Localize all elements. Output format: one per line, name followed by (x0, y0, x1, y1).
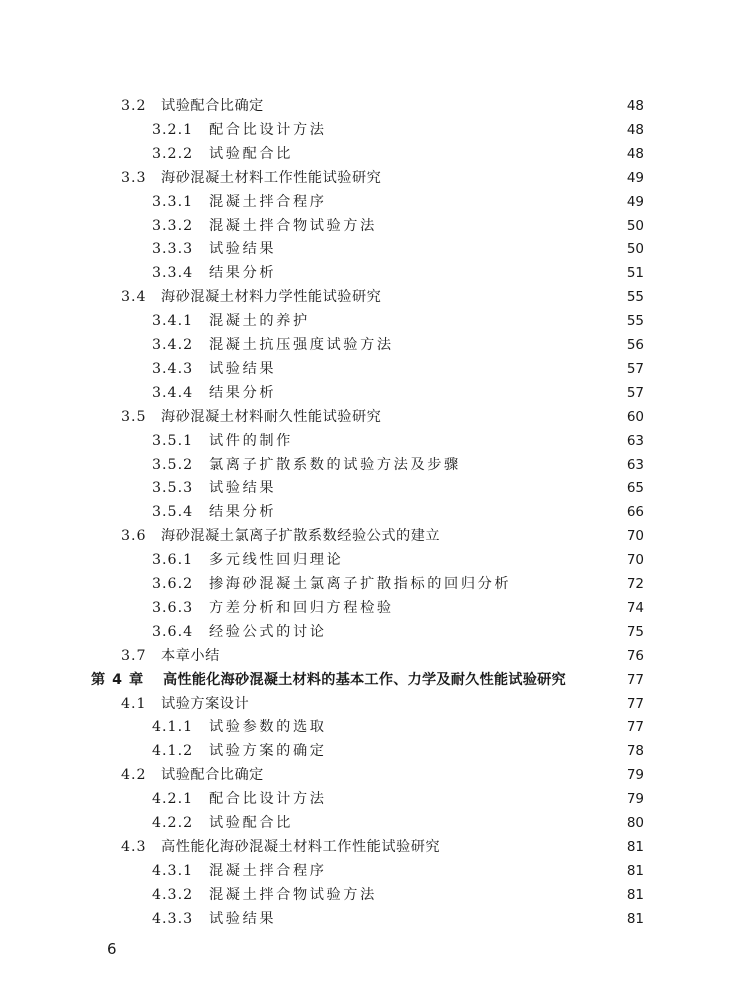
page-number: 6 (107, 940, 117, 958)
toc-subsection-entry[interactable] (152, 860, 644, 882)
toc-entry-number: 3.3.2 (152, 217, 194, 234)
toc-entry-page: 49 (626, 193, 644, 210)
toc-entry-page: 48 (626, 145, 644, 162)
toc-section-entry[interactable] (121, 525, 644, 547)
toc-subsection-entry[interactable] (152, 238, 644, 260)
toc-subsection-entry[interactable] (152, 621, 644, 643)
dot-leader (279, 477, 623, 499)
toc-entry-number: 3.6.1 (152, 552, 194, 569)
toc-entry-title: 试验配合比 (209, 145, 293, 162)
toc-subsection-entry[interactable] (152, 477, 644, 499)
toc-entry-page: 70 (626, 528, 644, 545)
dot-leader (279, 908, 623, 930)
toc-entry-number: 3.3.1 (152, 193, 194, 210)
toc-entry-page: 76 (626, 647, 644, 664)
toc-subsection-entry[interactable] (152, 215, 644, 237)
toc-entry-page: 65 (626, 480, 644, 497)
dot-leader (514, 573, 623, 595)
dot-leader (296, 430, 623, 452)
toc-entry-number: 3.5.3 (152, 480, 194, 497)
toc-section-entry[interactable] (121, 764, 644, 786)
toc-section-entry[interactable] (121, 167, 644, 189)
dot-leader (296, 812, 623, 834)
toc-entry-page: 48 (626, 98, 644, 114)
toc-entry-title: 试件的制作 (209, 432, 293, 449)
toc-subsection-entry[interactable] (152, 788, 644, 810)
toc-entry-number: 3.4.3 (152, 360, 194, 377)
toc-subsection-entry[interactable] (152, 884, 644, 906)
toc-entry-page: 77 (626, 671, 644, 688)
toc-entry-number: 3.2 (121, 98, 147, 114)
toc-entry-title: 高性能化海砂混凝土材料工作性能试验研究 (161, 838, 441, 855)
toc-entry-title: 方差分析和回归方程检验 (209, 599, 394, 616)
toc-entry-title: 混凝土的养护 (209, 313, 310, 330)
toc-entry-title: 结果分析 (209, 504, 277, 521)
toc-entry-title: 经验公式的讨论 (209, 623, 327, 640)
toc-entry-number: 3.5.4 (152, 504, 194, 521)
toc-entry-number: 4.3 (121, 838, 147, 855)
toc-entry-number: 3.6.2 (152, 576, 194, 592)
toc-entry-title: 混凝土拌合物试验方法 (209, 886, 377, 903)
toc-entry-title: 试验配合比 (209, 815, 293, 831)
toc-entry-title: 试验配合比确定 (161, 98, 264, 114)
toc-entry-page: 49 (626, 169, 644, 186)
toc-subsection-entry[interactable] (152, 908, 644, 930)
toc-entry-page: 79 (626, 791, 644, 808)
toc-entry-title: 海砂混凝土材料工作性能试验研究 (161, 169, 382, 186)
toc-entry-page: 63 (626, 456, 644, 473)
toc-entry-title: 试验结果 (209, 360, 277, 377)
toc-entry-page: 70 (626, 552, 644, 569)
toc-entry-number: 3.5 (121, 408, 147, 425)
toc-entry-number: 4.3.3 (152, 910, 194, 927)
dot-leader (279, 358, 623, 380)
toc-entry-title: 混凝土拌合程序 (209, 862, 327, 879)
toc-entry-page: 57 (626, 360, 644, 377)
toc-entry-page: 57 (626, 384, 644, 401)
toc-entry-page: 50 (626, 241, 644, 258)
toc-section-entry[interactable] (121, 836, 644, 858)
dot-leader (279, 382, 623, 404)
toc-entry-title: 试验结果 (209, 241, 277, 258)
dot-leader (464, 454, 623, 476)
toc-subsection-entry[interactable] (152, 334, 644, 356)
dot-leader (384, 286, 622, 308)
dot-leader (279, 238, 623, 260)
toc-entry-number: 3.3 (121, 169, 147, 186)
toc-entry-number: 4.2.1 (152, 791, 194, 808)
dot-leader (569, 669, 623, 691)
toc-entry-title: 结果分析 (209, 384, 277, 401)
dot-leader (279, 262, 623, 284)
toc-entry-number: 3.4.2 (152, 337, 194, 353)
toc-entry-title: 试验方案的确定 (209, 743, 327, 760)
toc-subsection-entry[interactable] (152, 549, 644, 571)
toc-subsection-entry[interactable] (152, 454, 644, 476)
toc-entry-title: 结果分析 (209, 265, 277, 282)
toc-entry-title: 试验方案设计 (161, 695, 250, 712)
toc-chapter-entry[interactable] (91, 669, 644, 691)
toc-subsection-entry[interactable] (152, 143, 644, 165)
toc-entry-page: 78 (626, 743, 644, 760)
dot-leader (380, 215, 623, 237)
dot-leader (296, 143, 623, 165)
toc-entry-number: 3.4.4 (152, 384, 194, 401)
toc-entry-page: 79 (626, 767, 644, 784)
toc-subsection-entry[interactable] (152, 358, 644, 380)
toc-entry-page: 63 (626, 432, 644, 449)
dot-leader (252, 693, 623, 715)
toc-section-entry[interactable] (121, 286, 644, 308)
dot-leader (267, 764, 623, 786)
toc-entry-title: 混凝土拌合程序 (209, 193, 327, 210)
toc-entry-page: 55 (626, 313, 644, 330)
dot-leader (330, 621, 623, 643)
toc-entry-number: 4.1 (121, 695, 147, 712)
toc-entry-title: 配合比设计方法 (209, 121, 327, 138)
toc-subsection-entry[interactable] (152, 382, 644, 404)
toc-entry-page: 55 (626, 289, 644, 306)
toc-section-entry[interactable] (121, 406, 644, 428)
toc-entry-number: 3.6.3 (152, 599, 194, 616)
toc-subsection-entry[interactable] (152, 812, 644, 834)
toc-subsection-entry[interactable] (152, 191, 644, 213)
toc-entry-title: 试验参数的选取 (209, 719, 327, 736)
dot-leader (397, 334, 623, 356)
toc-entry-title: 混凝土抗压强度试验方法 (209, 337, 394, 353)
toc-entry-title: 混凝土拌合物试验方法 (209, 217, 377, 234)
toc-entry-title: 海砂混凝土材料力学性能试验研究 (161, 289, 382, 306)
toc-entry-number: 3.2.2 (152, 145, 194, 162)
toc-subsection-entry[interactable] (152, 501, 644, 523)
toc-entry-title: 配合比设计方法 (209, 791, 327, 808)
toc-entry-page: 72 (626, 576, 644, 592)
toc-entry-title: 试验结果 (209, 910, 277, 927)
toc-entry-title: 试验结果 (209, 480, 277, 497)
toc-entry-number: 4.1.1 (152, 719, 194, 736)
toc-entry-title: 多元线性回归理论 (209, 552, 344, 569)
toc-entry-number: 3.2.1 (152, 121, 194, 138)
toc-entry-page: 51 (626, 265, 644, 282)
dot-leader (397, 597, 623, 619)
toc-entry-number: 3.5.2 (152, 456, 194, 473)
toc-entry-number: 3.6 (121, 528, 147, 545)
toc-entry-number: 4.1.2 (152, 743, 194, 760)
toc-entry-page: 81 (626, 886, 644, 903)
toc-entry-number: 4.2 (121, 767, 147, 784)
toc-entry-page: 75 (626, 623, 644, 640)
toc-subsection-entry[interactable] (152, 740, 644, 762)
dot-leader (223, 645, 623, 667)
toc-entry-number: 3.4.1 (152, 313, 194, 330)
toc-subsection-entry[interactable] (152, 597, 644, 619)
dot-leader (313, 310, 623, 332)
toc-entry-page: 77 (626, 719, 644, 736)
toc-section-entry[interactable] (121, 693, 644, 715)
toc-entry-number: 3.5.1 (152, 432, 194, 449)
dot-leader (346, 549, 623, 571)
toc-entry-title: 海砂混凝土材料耐久性能试验研究 (161, 408, 382, 425)
dot-leader (267, 95, 623, 117)
toc-entry-number: 4.2.2 (152, 815, 194, 831)
dot-leader (330, 788, 623, 810)
dot-leader (330, 119, 623, 141)
toc-entry-page: 74 (626, 599, 644, 616)
toc-entry-title: 本章小结 (161, 647, 220, 664)
toc-entry-page: 81 (626, 838, 644, 855)
toc-entry-number: 第 4 章 (91, 671, 145, 688)
toc-subsection-entry[interactable] (152, 310, 644, 332)
toc-subsection-entry[interactable] (152, 262, 644, 284)
toc-entry-title: 氯离子扩散系数的试验方法及步骤 (209, 456, 461, 473)
toc-entry-number: 4.3.1 (152, 862, 194, 879)
toc-subsection-entry[interactable] (152, 119, 644, 141)
toc-entry-number: 3.3.4 (152, 265, 194, 282)
dot-leader (330, 191, 623, 213)
dot-leader (384, 406, 622, 428)
toc-entry-title: 试验配合比确定 (161, 767, 264, 784)
toc-entry-page: 56 (626, 337, 644, 353)
dot-leader (443, 525, 623, 547)
toc-entry-page: 66 (626, 504, 644, 521)
toc-entry-number: 3.4 (121, 289, 147, 306)
toc-entry-number: 3.3.3 (152, 241, 194, 258)
toc-entry-page: 50 (626, 217, 644, 234)
dot-leader (330, 740, 623, 762)
toc-subsection-entry[interactable] (152, 430, 644, 452)
toc-entry-page: 81 (626, 862, 644, 879)
toc-subsection-entry[interactable] (152, 573, 644, 595)
toc-entry-page: 48 (626, 121, 644, 138)
toc-section-entry[interactable] (121, 95, 644, 117)
dot-leader (384, 167, 622, 189)
toc-entry-title: 海砂混凝土氯离子扩散系数经验公式的建立 (161, 528, 441, 545)
dot-leader (279, 501, 623, 523)
dot-leader (380, 884, 623, 906)
toc-section-entry[interactable] (121, 645, 644, 667)
toc-entry-number: 4.3.2 (152, 886, 194, 903)
toc-entry-page: 80 (626, 815, 644, 831)
toc-entry-number: 3.6.4 (152, 623, 194, 640)
dot-leader (443, 836, 623, 858)
toc-subsection-entry[interactable] (152, 716, 644, 738)
toc-entry-title: 高性能化海砂混凝土材料的基本工作、力学及耐久性能试验研究 (163, 671, 566, 688)
dot-leader (330, 860, 623, 882)
toc-entry-page: 60 (626, 408, 644, 425)
toc-entry-title: 掺海砂混凝土氯离子扩散指标的回归分析 (209, 576, 512, 592)
toc-entry-page: 77 (626, 695, 644, 712)
dot-leader (330, 716, 623, 738)
toc-entry-page: 81 (626, 910, 644, 927)
toc-entry-number: 3.7 (121, 647, 147, 664)
